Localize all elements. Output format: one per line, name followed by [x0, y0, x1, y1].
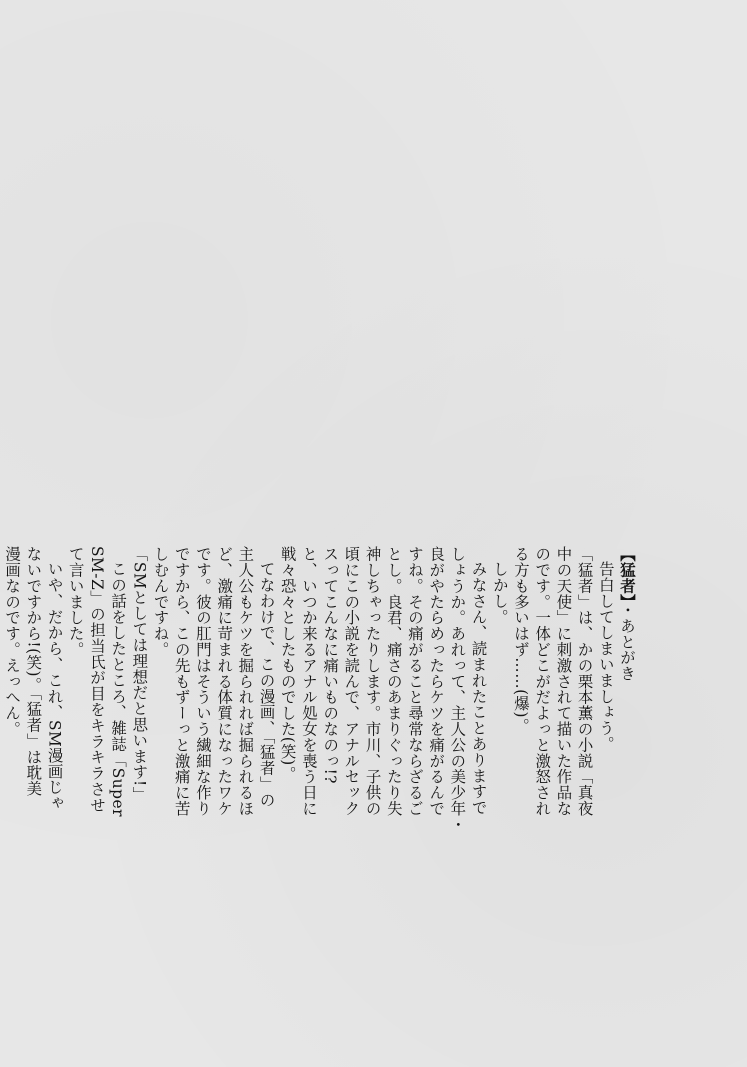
text-column: 「猛者」は、かの栗本薫の小説「真夜 — [575, 546, 594, 817]
text-column: いや、だから、これ、SM漫画じゃ — [45, 561, 64, 812]
title-name: 猛者 — [618, 561, 636, 594]
text-column: 頃にこの小説を読んで、アナルセック — [342, 546, 361, 817]
text-column: 告白してしまいましょう。 — [596, 561, 615, 753]
text-column: てなわけで、この漫画、「猛者」の — [257, 561, 276, 809]
afterword-text-block — [1, 546, 637, 846]
afterword-title — [616, 546, 637, 846]
text-column: この話をしたところ、雑誌「Super — [109, 561, 128, 818]
text-column: です。彼の肛門はそういう繊細な作り — [193, 546, 212, 817]
text-column: ないですから!(笑)。「猛者」は耽美 — [24, 546, 43, 797]
text-column: すね。その痛がること尋常ならざるご — [405, 546, 424, 817]
text-column: しょうか。あれって、主人公の美少年・ — [448, 546, 467, 833]
text-column: ですから、この先もずーっと激痛に苦 — [172, 546, 191, 817]
text-column: スってこんなに痛いものなのっ!? — [321, 546, 340, 785]
text-column: しむんですね。 — [151, 546, 170, 658]
text-column: て言いました。 — [66, 546, 85, 658]
text-column: る方も多いはず……(爆)。 — [511, 546, 530, 734]
text-column: SM-Z」の担当氏が目をキラキラさせ — [87, 546, 106, 813]
text-column: 神しちゃったりします。市川、子供の — [363, 546, 382, 817]
text-column: 良がやたらめったらケツを痛がるんで — [427, 546, 446, 817]
text-column: 漫画なのです。えっへん。 — [3, 546, 22, 737]
text-column: 「SMとしては理想だと思います!」 — [130, 546, 149, 803]
text-column: 中の天使」に刺激されて描いた作品な — [554, 546, 573, 817]
text-column: 戦々恐々としたものでした(笑)。 — [278, 546, 297, 782]
text-column: とし。良君、痛さのあまりぐったり失 — [384, 546, 403, 817]
title-close-bracket: 】 — [618, 593, 636, 602]
text-column: 主人公もケツを掘られれば掘られるほ — [236, 546, 255, 817]
title-open-bracket: 【 — [618, 546, 636, 562]
text-column: のです。一体どこがだよっと激怒され — [533, 546, 552, 817]
text-column: と、いつか来るアナル処女を喪う日に — [299, 546, 318, 817]
text-column: しかし。 — [490, 561, 509, 625]
text-column: みなさん、読まれたことありますで — [469, 561, 488, 816]
title-suffix: ・あとがき — [618, 601, 636, 682]
text-column: ど、激痛に苛まれる体質になったワケ — [215, 546, 234, 817]
